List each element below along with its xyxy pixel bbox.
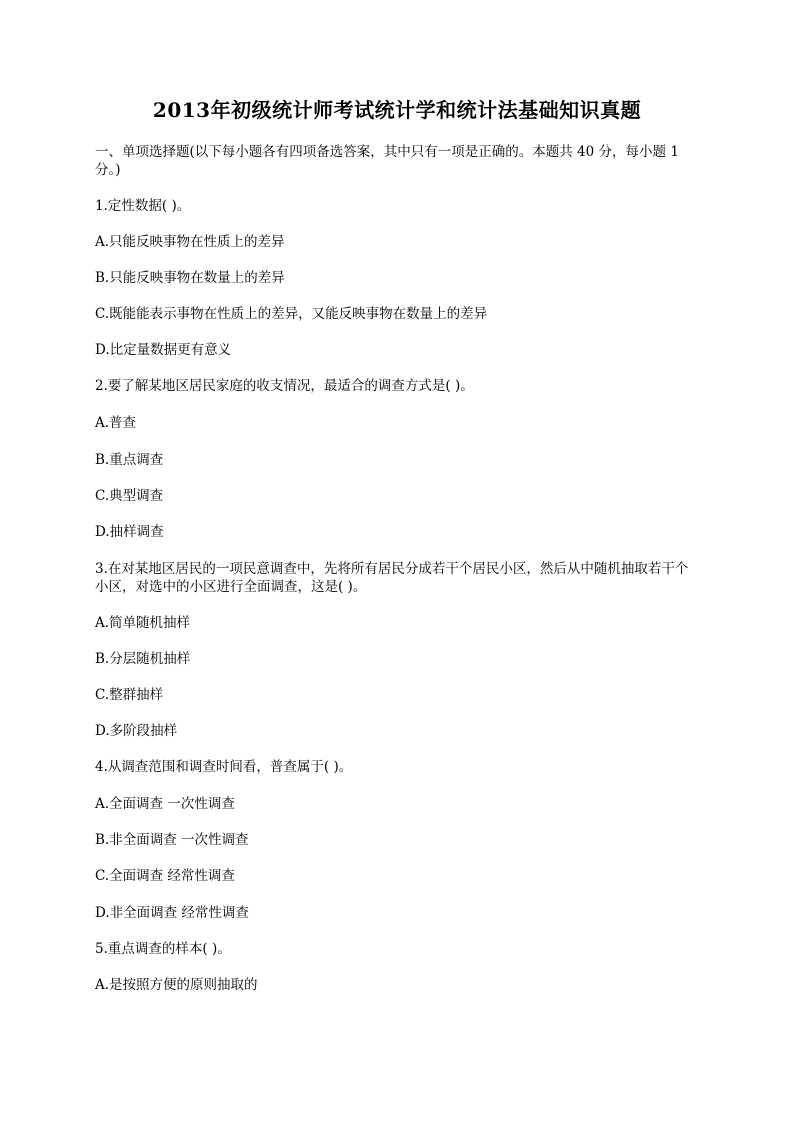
question-5-stem: 5.重点调查的样本( )。 [95,941,231,957]
question-2-option-c: C.典型调查 [95,488,164,504]
document-title: 2013年初级统计师考试统计学和统计法基础知识真题 [152,98,642,122]
question-5-option-a: A.是按照方便的原则抽取的 [95,977,258,993]
question-4-option-a: A.全面调查 一次性调查 [95,796,235,812]
question-1-option-a: A.只能反映事物在性质上的差异 [95,234,285,250]
question-1-option-b: B.只能反映事物在数量上的差异 [95,270,285,286]
question-4-stem: 4.从调查范围和调查时间看，普查属于( )。 [95,759,353,775]
section-intro: 一、单项选择题(以下每小题各有四项备选答案，其中只有一项是正确的。本题共 40 分，每小题 1 分。) [95,144,679,178]
question-2-option-a: A.普查 [95,415,137,431]
question-2-option-b: B.重点调查 [95,452,164,468]
question-3-option-b: B.分层随机抽样 [95,651,191,667]
question-3-option-c: C.整群抽样 [95,687,164,703]
question-3-option-d: D.多阶段抽样 [95,723,178,739]
question-3-option-a: A.简单随机抽样 [95,615,191,631]
question-2-stem: 2.要了解某地区居民家庭的收支情况，最适合的调查方式是( )。 [95,378,474,394]
question-4-option-b: B.非全面调查 一次性调查 [95,832,249,848]
question-4-option-c: C.全面调查 经常性调查 [95,868,235,884]
question-4-option-d: D.非全面调查 经常性调查 [95,905,249,921]
question-3-stem: 3.在对某地区居民的一项民意调查中，先将所有居民分成若干个居民小区，然后从中随机抽取若干个小区，对选中的小区进行全面调查，这是( )。 [95,561,689,595]
question-2-option-d: D.抽样调查 [95,524,164,540]
question-1-option-d: D.比定量数据更有意义 [95,342,232,358]
question-1-option-c: C.既能能表示事物在性质上的差异，又能反映事物在数量上的差异 [95,306,488,322]
question-1-stem: 1.定性数据( )。 [95,198,191,214]
